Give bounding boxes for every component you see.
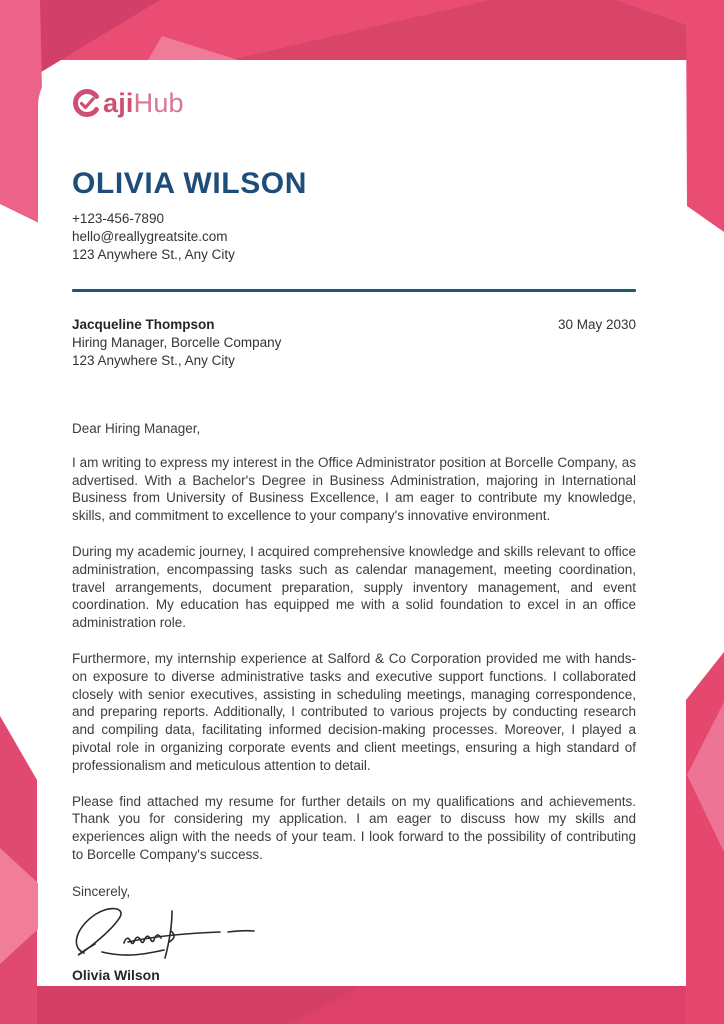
signature-name: Olivia Wilson xyxy=(72,966,160,983)
gajihub-logo xyxy=(72,86,636,120)
applicant-name: OLIVIA WILSON xyxy=(72,167,308,200)
body-paragraph-4: Please find attached my resume for further details on my qualifications and achievements. Thank you for considering my application. I am eager to discuss how my skills and experiences align with the needs of your team. I look forward to the possibility of contributing to Borcelle Company's success. xyxy=(72,793,636,862)
contact-email: hello@reallygreatsite.com xyxy=(72,228,228,244)
recipient-row xyxy=(72,316,636,369)
recipient-block xyxy=(72,316,281,369)
closing: Sincerely, xyxy=(72,883,131,899)
body-paragraph-2: During my academic journey, I acquired comprehensive knowledge and skills relevant to office administration, encompassing tasks such as calendar management, meeting coordination, travel arrangements, document preparation, supply inventory management, and event coordination. My education has equipped me with a solid foundation to excel in an office administration role. xyxy=(72,543,636,631)
logo-text-light: Hub xyxy=(133,87,184,118)
logo-text-bold: aji xyxy=(103,87,134,118)
signature-icon xyxy=(68,901,268,965)
section-divider xyxy=(72,289,636,292)
recipient-title-company: Hiring Manager, Borcelle Company xyxy=(72,335,282,351)
letter-card xyxy=(38,60,686,986)
body-paragraph-3: Furthermore, my internship experience at Salford & Co Corporation provided me with hands-on exposure to diverse administrative tasks and executive support functions. I collaborated closely with senior executives, assisting in scheduling meetings, managing correspondence, and preparing reports. Additionally, I contributed to various projects by conducting research and compiling data, facilitating informed decision-making processes. Moreover, I played a pivotal role in organizing corporate events and client meetings, ensuring a high standard of professionalism and meticulous attention to detail. xyxy=(72,650,636,773)
contact-block xyxy=(72,210,636,263)
recipient-name: Jacqueline Thompson xyxy=(72,317,215,333)
letter-date: 30 May 2030 xyxy=(557,317,636,333)
body-paragraph-1: I am writing to express my interest in the Office Administrator position at Borcelle Company, as advertised. With a Bachelor's Degree in Business Administration, majoring in International Business from University of Business Excellence, I am eager to contribute my knowledge, skills, and commitment to excellence to your company's innovative environment. xyxy=(72,454,636,524)
contact-phone: +123-456-7890 xyxy=(72,211,164,226)
salutation: Dear Hiring Manager, xyxy=(72,420,201,436)
contact-address: 123 Anywhere St., Any City xyxy=(72,246,235,262)
gajihub-g-check-icon xyxy=(72,88,102,118)
recipient-address: 123 Anywhere St., Any City xyxy=(72,352,235,368)
